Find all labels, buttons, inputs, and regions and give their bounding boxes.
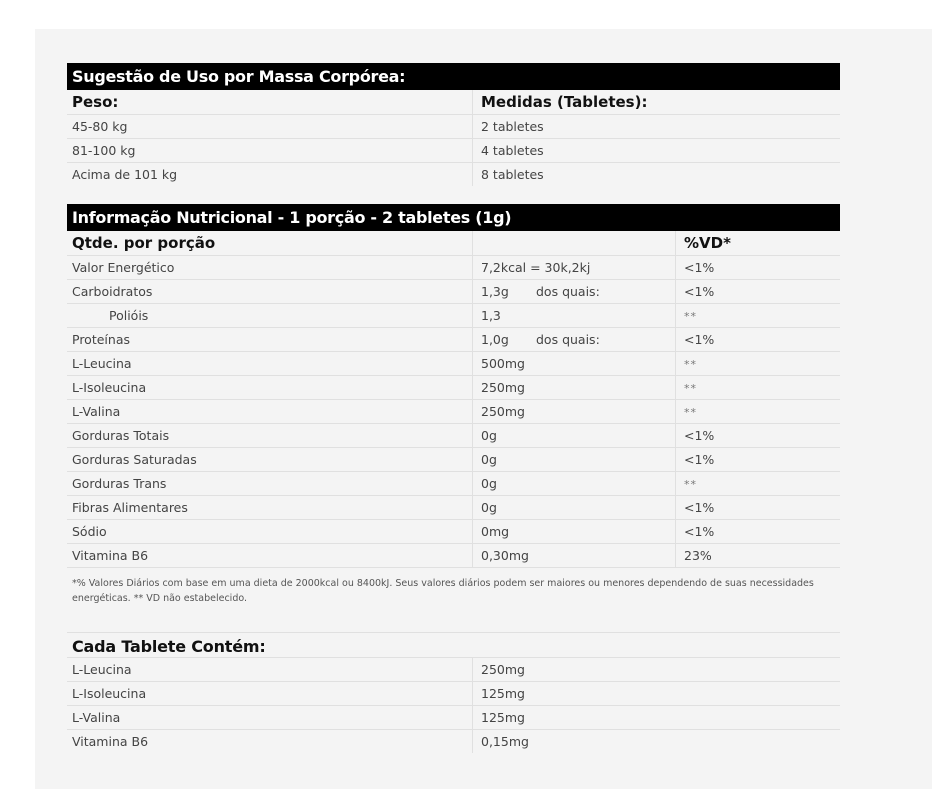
nutrition-col-vd: %VD*	[684, 234, 731, 252]
usage-medida: 4 tabletes	[481, 143, 544, 158]
nutrient-name: Fibras Alimentares	[67, 496, 473, 519]
nutrient-amount: 1,0g	[481, 332, 509, 347]
nutrient-amount-cell	[473, 304, 676, 327]
table-row	[67, 729, 840, 753]
nutrient-name: Gorduras Totais	[67, 424, 473, 447]
nutrient-vd-value: **	[684, 310, 697, 323]
usage-table	[67, 63, 840, 186]
nutrient-vd	[676, 496, 840, 519]
table-row	[67, 162, 840, 186]
nutrient-amount: 250mg	[481, 404, 525, 419]
nutrient-vd	[676, 544, 840, 567]
tablet-item-name: L-Valina	[67, 706, 473, 729]
nutrient-extra: dos quais:	[536, 332, 600, 347]
nutrition-col-amount	[473, 231, 676, 255]
nutrient-vd-value: <1%	[684, 428, 715, 443]
nutrient-name: Gorduras Trans	[67, 472, 473, 495]
tablet-item-name: Vitamina B6	[67, 730, 473, 753]
nutrient-vd	[676, 304, 840, 327]
nutrient-amount: 1,3	[481, 308, 501, 323]
table-row	[67, 681, 840, 705]
nutrient-amount-cell	[473, 280, 676, 303]
nutrient-name: L-Valina	[67, 400, 473, 423]
table-row	[67, 423, 840, 447]
nutrient-amount: 0,30mg	[481, 548, 529, 563]
nutrient-amount: 0g	[481, 500, 497, 515]
nutrient-vd-value: <1%	[684, 260, 715, 275]
nutrient-vd-value: **	[684, 382, 697, 395]
nutrient-extra: dos quais:	[536, 284, 600, 299]
tablet-title: Cada Tablete Contém:	[67, 632, 840, 657]
nutrient-amount: 0g	[481, 452, 497, 467]
nutrient-amount-cell	[473, 448, 676, 471]
nutrient-name: Polióis	[67, 304, 473, 327]
nutrient-amount-cell	[473, 376, 676, 399]
table-row	[67, 303, 840, 327]
nutrient-amount-cell	[473, 352, 676, 375]
usage-peso: 45-80 kg	[67, 115, 473, 138]
nutrient-vd-value: **	[684, 406, 697, 419]
nutrient-name: Valor Energético	[67, 256, 473, 279]
usage-medida: 2 tabletes	[481, 119, 544, 134]
nutrient-vd	[676, 376, 840, 399]
tablet-table	[67, 632, 840, 753]
nutrient-vd	[676, 424, 840, 447]
usage-peso: 81-100 kg	[67, 139, 473, 162]
nutrient-vd	[676, 256, 840, 279]
table-row	[67, 471, 840, 495]
nutrient-vd-value: **	[684, 478, 697, 491]
tablet-item-amount: 250mg	[481, 662, 525, 677]
tablet-item-name: L-Isoleucina	[67, 682, 473, 705]
nutrient-vd	[676, 448, 840, 471]
nutrient-amount: 0g	[481, 476, 497, 491]
table-row	[67, 351, 840, 375]
nutrient-name: Sódio	[67, 520, 473, 543]
nutrient-amount: 500mg	[481, 356, 525, 371]
nutrient-vd	[676, 472, 840, 495]
nutrient-name: L-Isoleucina	[67, 376, 473, 399]
nutrient-vd	[676, 280, 840, 303]
table-row	[67, 447, 840, 471]
nutrition-header-row	[67, 231, 840, 255]
nutrient-vd	[676, 328, 840, 351]
nutrient-amount: 0mg	[481, 524, 510, 539]
tablet-item-amount: 0,15mg	[481, 734, 529, 749]
usage-medida: 8 tabletes	[481, 167, 544, 182]
table-row	[67, 138, 840, 162]
nutrient-amount-cell	[473, 424, 676, 447]
tablet-item-amount: 125mg	[481, 710, 525, 725]
table-row	[67, 114, 840, 138]
nutrient-amount-cell	[473, 544, 676, 567]
nutrient-vd	[676, 352, 840, 375]
table-row	[67, 327, 840, 351]
usage-header-row	[67, 90, 840, 114]
nutrient-vd	[676, 400, 840, 423]
nutrition-title: Informação Nutricional - 1 porção - 2 tabletes (1g)	[67, 204, 840, 231]
nutrient-amount: 0g	[481, 428, 497, 443]
nutrient-amount: 1,3g	[481, 284, 509, 299]
table-row	[67, 657, 840, 681]
nutrient-name: L-Leucina	[67, 352, 473, 375]
nutrient-vd-value: <1%	[684, 332, 715, 347]
nutrient-amount: 250mg	[481, 380, 525, 395]
usage-peso: Acima de 101 kg	[67, 163, 473, 186]
nutrient-amount-cell	[473, 328, 676, 351]
table-row	[67, 519, 840, 543]
tablet-item-name: L-Leucina	[67, 658, 473, 681]
usage-col-medidas: Medidas (Tabletes):	[481, 93, 648, 111]
usage-col-peso: Peso:	[67, 90, 473, 114]
nutrient-vd-value: <1%	[684, 500, 715, 515]
nutrition-footnote: *% Valores Diários com base em uma dieta de 2000kcal ou 8400kJ. Seus valores diários podem ser maiores ou menores dependendo de suas necessidades energéticas. ** VD não estabelecido.	[67, 567, 840, 614]
nutrient-amount-cell	[473, 400, 676, 423]
nutrient-amount-cell	[473, 496, 676, 519]
nutrient-amount-cell	[473, 256, 676, 279]
nutrient-vd-value: <1%	[684, 284, 715, 299]
nutrient-amount-cell	[473, 520, 676, 543]
nutrient-name: Carboidratos	[67, 280, 473, 303]
table-row	[67, 375, 840, 399]
table-row	[67, 255, 840, 279]
nutrient-vd-value: <1%	[684, 452, 715, 467]
table-row	[67, 495, 840, 519]
table-row	[67, 279, 840, 303]
nutrient-vd-value: **	[684, 358, 697, 371]
table-row	[67, 399, 840, 423]
usage-title: Sugestão de Uso por Massa Corpórea:	[67, 63, 840, 90]
tablet-item-amount: 125mg	[481, 686, 525, 701]
nutrient-name: Vitamina B6	[67, 544, 473, 567]
nutrient-amount-cell	[473, 472, 676, 495]
table-row	[67, 543, 840, 567]
nutrient-amount: 7,2kcal = 30k,2kj	[481, 260, 591, 275]
nutrition-table	[67, 204, 840, 614]
nutrient-name: Gorduras Saturadas	[67, 448, 473, 471]
nutrient-vd-value: 23%	[684, 548, 712, 563]
nutrient-vd-value: <1%	[684, 524, 715, 539]
table-row	[67, 705, 840, 729]
nutrition-col-qtde: Qtde. por porção	[67, 231, 473, 255]
nutrient-name: Proteínas	[67, 328, 473, 351]
nutrient-vd	[676, 520, 840, 543]
